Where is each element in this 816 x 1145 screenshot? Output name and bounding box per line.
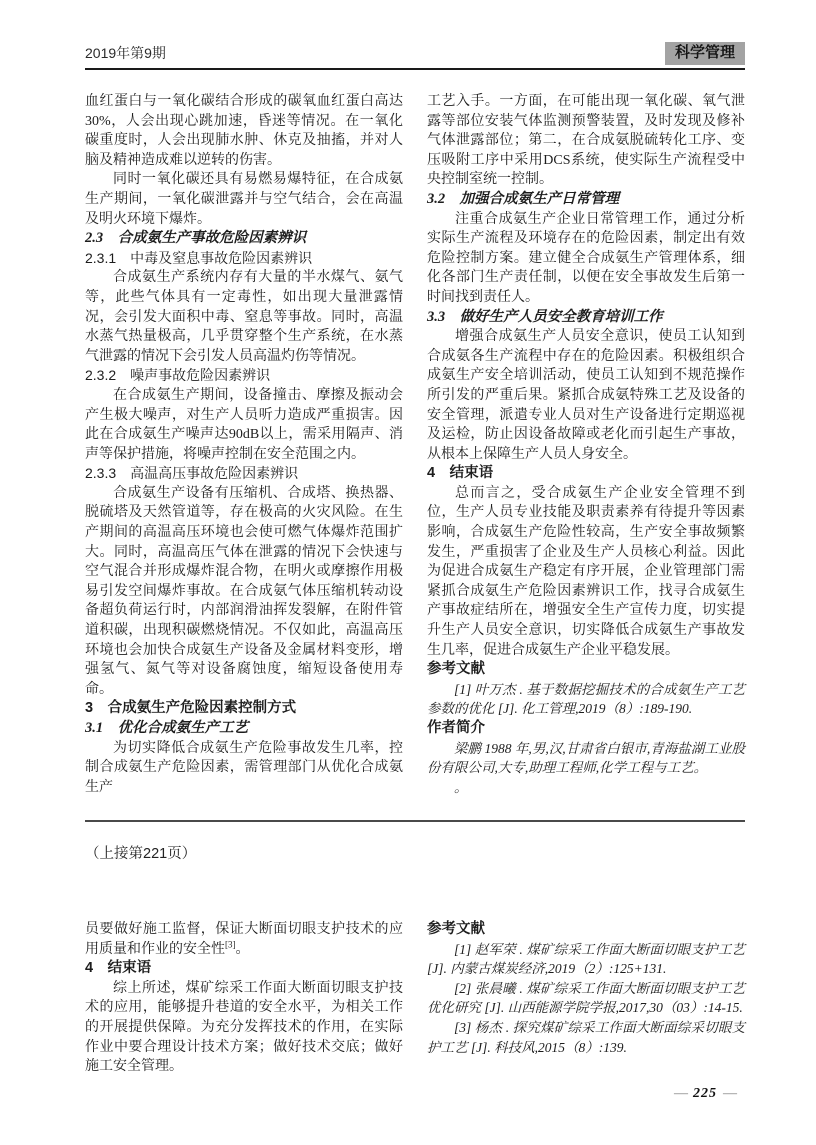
reference-entry: [1] 叶万杰 . 基于数据挖掘技术的合成氨生产工艺参数的优化 [J]. 化工管理,2019（8）:189-190. (427, 681, 745, 717)
article1-right-column (427, 92, 745, 797)
paragraph (85, 920, 403, 959)
paragraph: 血红蛋白与一氧化碳结合形成的碳氧血红蛋白高达30%，人会出现心跳加速，昏迷等情况。在一氧化碳重度时，人会出现肺水肿、休克及抽搐，并对人脑及精神造成难以逆转的伤害。 (85, 94, 403, 168)
paragraph: 同时一氧化碳还具有易燃易爆特征，在合成氨生产期间，一氧化碳泄露并与空气结合，会在高温及明火环境下爆炸。 (85, 172, 403, 227)
section-heading: 2.3 合成氨生产事故危险因素辨识 (85, 230, 307, 247)
page-number: 225 (693, 1086, 717, 1101)
paragraph: 在合成氨生产期间，设备撞击、摩擦及振动会产生极大噪声，对生产人员听力造成严重损害。因此在合成氨生产噪声达90dB以上，需采用隔声、消声等保护措施，将噪声控制在安全范围之内。 (85, 387, 403, 462)
section-heading: 作者简介 (427, 720, 485, 736)
paragraph: 增强合成氨生产人员安全意识，使员工认知到合成氨各生产流程中存在的危险因素。积极组织合成氨生产安全培训活动，使员工认知到不规范操作所引发的严重后果。紧抓合成氨特殊工艺及设备的安全管理，派遣专业人员对生产设备进行定期巡视及运检，防止因设备故障或老化而引起生产事故，从根本上保障生产人员人身安全。 (427, 329, 745, 462)
continuation-note: （上接第221页） (85, 846, 197, 862)
section-heading: 4 结束语 (427, 465, 494, 482)
section-heading: 参考文献 (427, 921, 485, 937)
text-run: 员要做好施工监督，保证大断面切眼支护技术的应用质量和作业的安全性 (85, 922, 403, 957)
footer-dash-left: — (674, 1086, 687, 1101)
section-heading: 3.2 加强合成氨生产日常管理 (427, 190, 620, 207)
section-heading: 参考文献 (427, 661, 485, 678)
reference-entry: [3] 杨杰 . 探究煤矿综采工作面大断面综采切眼支护工艺 [J]. 科技风,2015（8）:139. (427, 1019, 745, 1055)
column-badge: 科学管理 (665, 42, 745, 65)
paragraph: 注重合成氨生产企业日常管理工作，通过分析实际生产流程及环境存在的危险因素，制定出有效危险控制方案。建立健全合成氨生产管理体系，细化各部门生产责任制，以便在安全事故发生后第一时间找到责任人。 (427, 211, 745, 305)
reference-entry: [2] 张晨曦 . 煤矿综采工作面大断面切眼支护工艺优化研究 [J]. 山西能源学院学报,2017,30（03）:14-15. (427, 980, 745, 1016)
citation-superscript: [3] (225, 938, 236, 949)
paragraph: 合成氨生产设备有压缩机、合成塔、换热器、脱硫塔及天然管道等，存在极高的火灾风险。在生产期间的高温高压环境也会使可燃气体爆炸范围扩大。同时，高温高压气体在泄露的情况下会快速与空气混合并形成爆炸混合物，在明火或摩擦作用极易引发空间爆炸事故。在合成氨气体压缩机转动设备超负荷运行时，内部润滑油挥发裂解，在附件管道积碳，出现积碳燃烧情况。不仅如此，高温高压环境也会加快合成氨生产设备及金属材料变形，增强氢气、氮气等对设备腐蚀度，缩短设备使用寿命。 (85, 485, 403, 697)
paragraph: 为切实降低合成氨生产危险事故发生几率，控制合成氨生产危险因素，需管理部门从优化合成氨生产 (85, 740, 403, 795)
article-divider (85, 820, 745, 822)
article-ammonia-safety (85, 92, 745, 797)
article1-left-column (85, 92, 403, 797)
section-heading: 2.3.3 高温高压事故危险因素辨识 (85, 465, 299, 482)
paragraph: 工艺入手。一方面，在可能出现一氧化碳、氧气泄露等部位安装气体监测预警装置，及时发现及修补气体泄露部位；第二，在合成氨脱硫转化工序、变压吸附工序中采用DCS系统，使实际生产流程受中央控制室统一控制。 (427, 94, 745, 188)
page-footer (674, 1086, 736, 1102)
text-run: 。 (235, 941, 250, 957)
reference-entry: 。 (454, 779, 468, 795)
section-heading: 4 结束语 (85, 960, 152, 977)
paragraph: 总而言之，受合成氨生产企业安全管理不到位，生产人员专业技能及职责素养有待提升等因素影响，合成氨生产危险性较高，生产安全事故频繁发生，严重损害了企业及生产人员核心利益。因此为促进合成氨生产稳定有序开展，企业管理部门需紧抓合成氨生产危险因素辨识工作，找寻合成氨生产事故症结所在，增强安全生产宣传力度，切实提升生产人员安全意识，切实降低合成氨生产事故发生几率，促进合成氨生产企业平稳发展。 (427, 485, 745, 658)
paragraph: 综上所述，煤矿综采工作面大断面切眼支护技术的应用，能够提升巷道的安全水平，为相关工作的开展提供保障。为充分发挥技术的作用，在实际作业中要合理设计技术方案；做好技术交底；做好施工安全管理。 (85, 980, 403, 1075)
footer-dash-right: — (723, 1086, 736, 1101)
article2-left-column (85, 920, 403, 1077)
article2-right-column (427, 920, 745, 1077)
section-heading: 3.3 做好生产人员安全教育培训工作 (427, 308, 663, 325)
reference-entry: 梁鹏 1988 年,男,汉,甘肃省白银市,青海盐湖工业股份有限公司,大专,助理工程师,化学工程与工艺。 (427, 740, 745, 776)
section-heading: 2.3.1 中毒及窒息事故危险因素辨识 (85, 249, 313, 266)
paragraph: 合成氨生产系统内存有大量的半水煤气、氨气等，此些气体具有一定毒性，如出现大量泄露情况，会引发大面积中毒、窒息等事故。同时，高温水蒸气热量极高，几乎贯穿整个生产系统，在水蒸气泄露的情况下会引发人员高温灼伤等情况。 (85, 270, 403, 364)
section-heading: 2.3.2 噪声事故危险因素辨识 (85, 367, 271, 384)
page-header (85, 42, 745, 70)
section-heading: 3.1 优化合成氨生产工艺 (85, 720, 249, 736)
journal-issue: 2019年第9期 (85, 45, 166, 61)
reference-entry: [1] 赵军荣 . 煤矿综采工作面大断面切眼支护工艺 [J]. 内蒙古煤炭经济,2019（2）:125+131. (427, 941, 745, 977)
section-heading: 3 合成氨生产危险因素控制方式 (85, 700, 297, 717)
article-coal-mine-support (85, 920, 745, 1077)
